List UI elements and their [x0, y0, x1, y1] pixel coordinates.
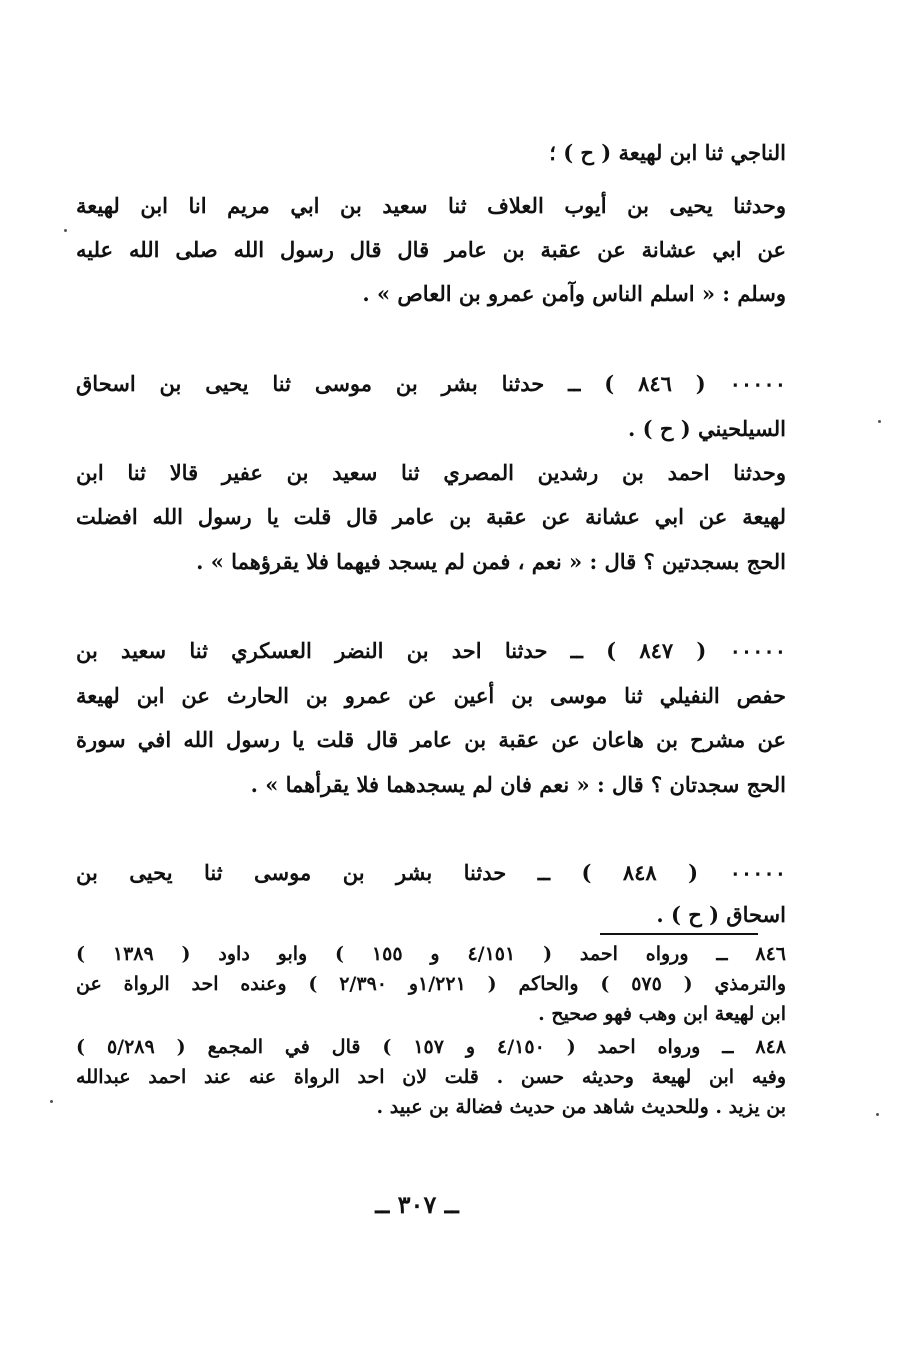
entry-846-line-3: وحدثنا احمد بن رشدين المصري ثنا سعيد بن عفير قالا ثنا ابن [76, 460, 786, 485]
entry-847-heading: ٠٠٠٠٠ ( ٨٤٧ ) ــ حدثنا احد بن النضر العسكري ثنا سعيد بن [76, 638, 786, 663]
entry-1-line-2: وحدثنا يحيى بن أيوب العلاف ثنا سعيد بن ابي مريم انا ابن لهيعة [76, 193, 786, 218]
entry-846-heading: ٠٠٠٠٠ ( ٨٤٦ ) ــ حدثنا بشر بن موسى ثنا يحيى بن اسحاق [76, 371, 786, 396]
footnote-848-line-3: بن يزيد . وللحديث شاهد من حديث فضالة بن عبيد . [376, 1096, 786, 1118]
entry-847-line-3: عن مشرح بن هاعان عن عقبة بن عامر قال قلت يا رسول الله افي سورة [76, 727, 786, 752]
scan-speck [64, 229, 67, 232]
footnote-separator [600, 933, 758, 935]
entry-846-line-4: لهيعة عن ابي عشانة عن عقبة بن عامر قال قلت يا رسول الله افضلت [76, 504, 786, 529]
entry-846-line-5: الحج بسجدتين ؟ قال : « نعم ، فمن لم يسجد فيهما فلا يقرؤهما » . [196, 549, 786, 574]
entry-848-line-2: اسحاق ( ح ) . [656, 902, 786, 927]
entry-1-line-4: وسلم : « اسلم الناس وآمن عمرو بن العاص » . [362, 281, 786, 306]
footnote-846-line-2: والترمذي ( ٥٧٥ ) والحاكم ( ١/٢٢١و ٢/٣٩٠ ) وعنده احد الرواة عن [76, 973, 787, 995]
page-number: ــ ٣٠٧ ــ [375, 1190, 459, 1219]
entry-1-line-3: عن ابي عشانة عن عقبة بن عامر قال قال رسول الله صلى الله عليه [76, 237, 786, 262]
footnote-848-line-1: ٨٤٨ ــ ورواه احمد ( ٤/١٥٠ و ١٥٧ ) قال في المجمع ( ٥/٢٨٩ ) [76, 1036, 786, 1058]
footnote-846-line-1: ٨٤٦ ــ ورواه احمد ( ٤/١٥١ و ١٥٥ ) وابو داود ( ١٣٨٩ ) [76, 943, 786, 965]
scan-speck [876, 1113, 879, 1116]
entry-847-line-4: الحج سجدتان ؟ قال : « نعم فان لم يسجدهما فلا يقرأهما » . [250, 772, 786, 797]
entry-847-line-2: حفص النفيلي ثنا موسى بن أعين عن عمرو بن الحارث عن ابن لهيعة [76, 683, 786, 708]
entry-846-line-2: السيلحيني ( ح ) . [628, 416, 786, 441]
footnote-848-line-2: وفيه ابن لهيعة وحديثه حسن . قلت لان احد الرواة عنه عند احمد عبدالله [76, 1066, 786, 1088]
footnote-846-line-3: ابن لهيعة ابن وهب فهو صحيح . [538, 1003, 786, 1025]
entry-1-line-1: الناجي ثنا ابن لهيعة ( ح ) ؛ [549, 140, 786, 165]
scan-speck [878, 420, 881, 423]
entry-848-heading: ٠٠٠٠٠ ( ٨٤٨ ) ــ حدثنا بشر بن موسى ثنا يحيى بن [76, 860, 786, 885]
scan-speck [50, 1100, 53, 1103]
